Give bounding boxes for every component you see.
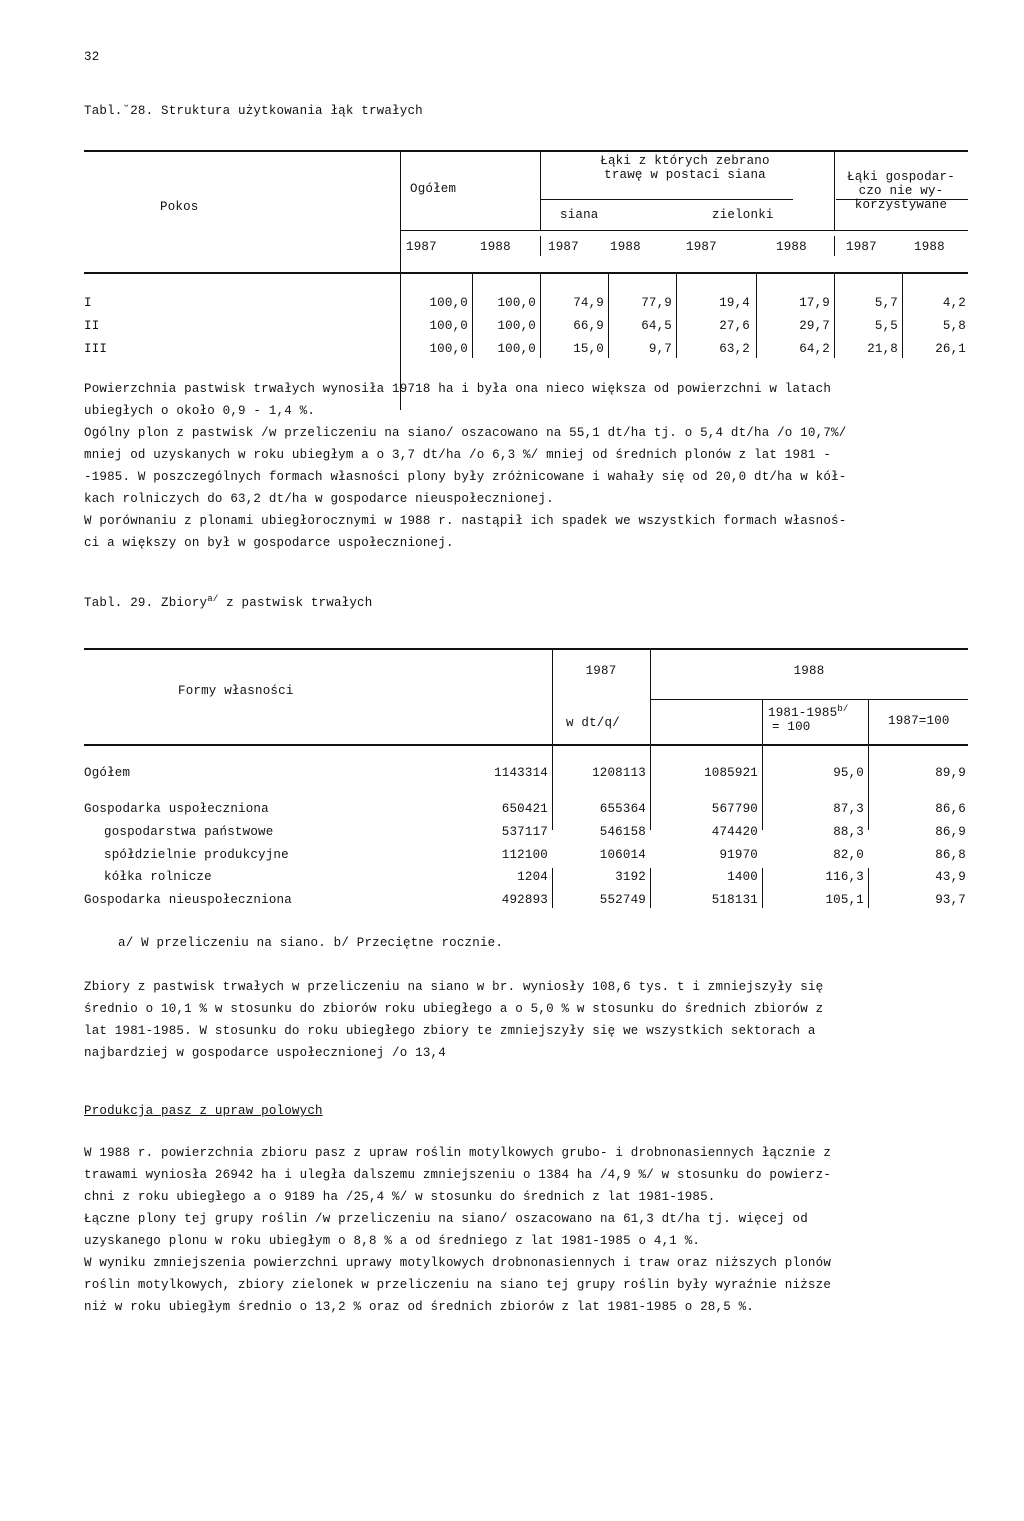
- header-gospodarczo-line1: Łąki gospodar-: [847, 170, 955, 184]
- cell: 567790: [711, 802, 758, 816]
- cell: 518131: [711, 893, 758, 907]
- cell: 64,5: [641, 319, 672, 333]
- header-year-1987: 1987: [585, 664, 617, 678]
- cell: 9,7: [648, 342, 672, 356]
- paragraph-pastwiska: [84, 378, 964, 554]
- table-rule: [762, 744, 763, 830]
- cell: 1204: [517, 870, 548, 884]
- cell: 546158: [599, 825, 646, 839]
- cell: 105,1: [825, 893, 864, 907]
- table-rule: [868, 868, 869, 908]
- cell: 21,8: [867, 342, 898, 356]
- cell: 100,0: [497, 296, 536, 310]
- header-gospodarczo-line2: czo nie wy-: [858, 184, 944, 198]
- header-laki-zebrano-line2: trawę w postaci siana: [604, 168, 766, 182]
- cell: 27,6: [719, 319, 750, 333]
- table-rule: [540, 236, 541, 256]
- row-label: gospodarstwa państwowe: [104, 825, 274, 839]
- text-line: W porównaniu z plonami ubiegłorocznymi w 1988 r. nastąpił ich spadek we wszystkich formach własnoś-: [84, 514, 847, 528]
- table-rule: [541, 199, 793, 200]
- cell: 1208113: [592, 766, 646, 780]
- year-label: 1988: [776, 240, 807, 254]
- cell: 537117: [501, 825, 548, 839]
- header-zielonki: zielonki: [712, 208, 774, 222]
- text-line: W wyniku zmniejszenia powierzchni uprawy motylkowych drobnonasiennych i traw oraz niższych plonów: [84, 1256, 832, 1270]
- cell: 3192: [615, 870, 646, 884]
- title-footnote-marker: a/: [207, 594, 219, 604]
- cell: 19,4: [719, 296, 750, 310]
- text-line: Ogólny plon z pastwisk /w przeliczeniu na siano/ oszacowano na 55,1 dt/ha tj. o 5,4 dt/ha /o 10,7%/: [84, 426, 847, 440]
- cell: 89,9: [935, 766, 966, 780]
- header-avg-footnote-marker: b/: [837, 704, 849, 714]
- table-rule: [552, 744, 553, 830]
- title-suffix: z pastwisk trwałych: [218, 596, 373, 611]
- header-gospodarczo-line3: korzystywane: [854, 198, 948, 212]
- table-28-title: Tabl.˘28. Struktura użytkowania łąk trwałych: [84, 104, 423, 118]
- text-line: niż w roku ubiegłym średnio o 13,2 % oraz od średnich zbiorów z lat 1981-1985 o 28,5 %.: [84, 1300, 755, 1314]
- table-rule: [650, 744, 651, 830]
- cell: 5,8: [942, 319, 966, 333]
- row-label: Ogółem: [84, 766, 131, 780]
- header-avg-line2: = 100: [772, 720, 811, 734]
- text-line: Powierzchnia pastwisk trwałych wynosiła 19718 ha i była ona nieco większa od powierzchni w latach: [84, 382, 832, 396]
- cell: 100,0: [429, 296, 468, 310]
- cell: 82,0: [833, 848, 864, 862]
- table-rule: [552, 648, 553, 744]
- table-rule: [834, 236, 835, 256]
- table-rule: [650, 868, 651, 908]
- table-rule: [650, 699, 968, 700]
- text-line: -1985. W poszczególnych formach własności plony były zróżnicowane i wahały się od 20,0 dt/ha w kół-: [84, 470, 847, 484]
- table-rule: [84, 150, 968, 152]
- row-label: III: [84, 342, 108, 356]
- cell: 88,3: [833, 825, 864, 839]
- table-rule: [84, 648, 968, 650]
- text-line: kach rolniczych do 63,2 dt/ha w gospodarce nieuspołecznionej.: [84, 492, 554, 506]
- cell: 116,3: [825, 870, 864, 884]
- year-label: 1987: [548, 240, 579, 254]
- text-line: chni z roku ubiegłego a o 9189 ha /25,4 %/ w stosunku do średnich z lat 1981-1985.: [84, 1190, 716, 1204]
- paragraph-pasze: [84, 1142, 964, 1318]
- cell: 106014: [599, 848, 646, 862]
- text-line: ci a większy on był w gospodarce uspołecznionej.: [84, 536, 454, 550]
- cell: 64,2: [799, 342, 830, 356]
- cell: 86,8: [935, 848, 966, 862]
- cell: 4,2: [942, 296, 966, 310]
- table-rule: [84, 272, 968, 274]
- cell: 87,3: [833, 802, 864, 816]
- table-29-footnote: a/ W przeliczeniu na siano. b/ Przeciętne rocznie.: [118, 936, 504, 950]
- text-line: średnio o 10,1 % w stosunku do zbiorów roku ubiegłego a o 5,0 % w stosunku do średnich zbiorów z: [84, 1002, 824, 1016]
- year-label: 1988: [480, 240, 511, 254]
- cell: 74,9: [573, 296, 604, 310]
- year-label: 1988: [610, 240, 641, 254]
- cell: 5,7: [874, 296, 898, 310]
- header-year-1988: 1988: [793, 664, 825, 678]
- header-w-dtq: w dt/q/: [566, 716, 620, 730]
- text-line: mniej od uzyskanych w roku ubiegłym a o 3,7 dt/ha /o 6,3 %/ mniej od średnich plonów z lat 1981 -: [84, 448, 832, 462]
- cell: 100,0: [497, 319, 536, 333]
- row-label: spółdzielnie produkcyjne: [104, 848, 289, 862]
- text-line: W 1988 r. powierzchnia zbioru pasz z upraw roślin motylkowych grubo- i drobnonasiennych łącznie z: [84, 1146, 832, 1160]
- cell: 112100: [501, 848, 548, 862]
- row-label: II: [84, 319, 100, 333]
- header-avg-line1: [768, 704, 849, 720]
- year-label: 1987: [846, 240, 877, 254]
- text-line: Zbiory z pastwisk trwałych w przeliczeniu na siano w br. wyniosły 108,6 tys. t i zmniejszyły się: [84, 980, 824, 994]
- cell: 93,7: [935, 893, 966, 907]
- header-pokos: Pokos: [160, 200, 199, 214]
- cell: 86,9: [935, 825, 966, 839]
- table-rule: [650, 648, 651, 744]
- text-line: najbardziej w gospodarce uspołecznionej /o 13,4: [84, 1046, 446, 1060]
- table-rule: [762, 700, 763, 744]
- header-formy-wlasnosci: Formy własności: [178, 684, 294, 698]
- header-ogolem: Ogółem: [410, 182, 457, 196]
- cell: 492893: [501, 893, 548, 907]
- table-rule: [552, 868, 553, 908]
- cell: 100,0: [429, 342, 468, 356]
- cell: 1085921: [704, 766, 758, 780]
- cell: 66,9: [573, 319, 604, 333]
- header-avg-years: 1981-1985: [768, 706, 838, 721]
- cell: 95,0: [833, 766, 864, 780]
- page-number: 32: [84, 50, 100, 64]
- year-label: 1988: [914, 240, 945, 254]
- text-line: trawami wyniosła 26942 ha i uległa dalszemu zmniejszeniu o 1384 ha /4,9 %/ w stosunku do powierz-: [84, 1168, 832, 1182]
- cell: 5,5: [874, 319, 898, 333]
- header-siana: siana: [560, 208, 599, 222]
- cell: 63,2: [719, 342, 750, 356]
- row-label: Gospodarka nieuspołeczniona: [84, 893, 292, 907]
- table-rule: [762, 868, 763, 908]
- row-label: I: [84, 296, 92, 310]
- header-laki-zebrano-line1: Łąki z których zebrano: [600, 154, 770, 168]
- text-line: roślin motylkowych, zbiory zielonek w przeliczeniu na siano tej grupy roślin były wyraźnie niższe: [84, 1278, 832, 1292]
- cell: 100,0: [429, 319, 468, 333]
- cell: 1143314: [494, 766, 548, 780]
- text-line: ubiegłych o około 0,9 - 1,4 %.: [84, 404, 316, 418]
- cell: 77,9: [641, 296, 672, 310]
- cell: 17,9: [799, 296, 830, 310]
- text-line: Łączne plony tej grupy roślin /w przeliczeniu na siano/ oszacowano na 61,3 dt/ha tj. więcej od: [84, 1212, 808, 1226]
- cell: 43,9: [935, 870, 966, 884]
- cell: 100,0: [497, 342, 536, 356]
- cell: 26,1: [935, 342, 966, 356]
- text-line: uzyskanego plonu w roku ubiegłym o 8,8 % a od średniego z lat 1981-1985 o 4,1 %.: [84, 1234, 701, 1248]
- table-29-title: [84, 594, 372, 610]
- cell: 655364: [599, 802, 646, 816]
- cell: 86,6: [935, 802, 966, 816]
- year-label: 1987: [406, 240, 437, 254]
- table-rule: [400, 230, 968, 231]
- paragraph-zbiory: [84, 976, 964, 1064]
- table-rule: [400, 150, 401, 410]
- row-label: kółka rolnicze: [104, 870, 212, 884]
- table-rule: [868, 744, 869, 830]
- cell: 15,0: [573, 342, 604, 356]
- table-rule: [84, 744, 968, 746]
- text-line: lat 1981-1985. W stosunku do roku ubiegłego zbiory te zmniejszyły się we wszystkich sektorach a: [84, 1024, 816, 1038]
- cell: 29,7: [799, 319, 830, 333]
- section-heading: Produkcja pasz z upraw polowych: [84, 1104, 323, 1118]
- header-1987-base: 1987=100: [888, 714, 950, 728]
- cell: 650421: [501, 802, 548, 816]
- row-label: Gospodarka uspołeczniona: [84, 802, 269, 816]
- cell: 1400: [727, 870, 758, 884]
- cell: 552749: [599, 893, 646, 907]
- table-rule: [868, 700, 869, 744]
- year-label: 1987: [686, 240, 717, 254]
- title-prefix: Tabl. 29. Zbiory: [84, 596, 208, 611]
- cell: 91970: [719, 848, 758, 862]
- cell: 474420: [711, 825, 758, 839]
